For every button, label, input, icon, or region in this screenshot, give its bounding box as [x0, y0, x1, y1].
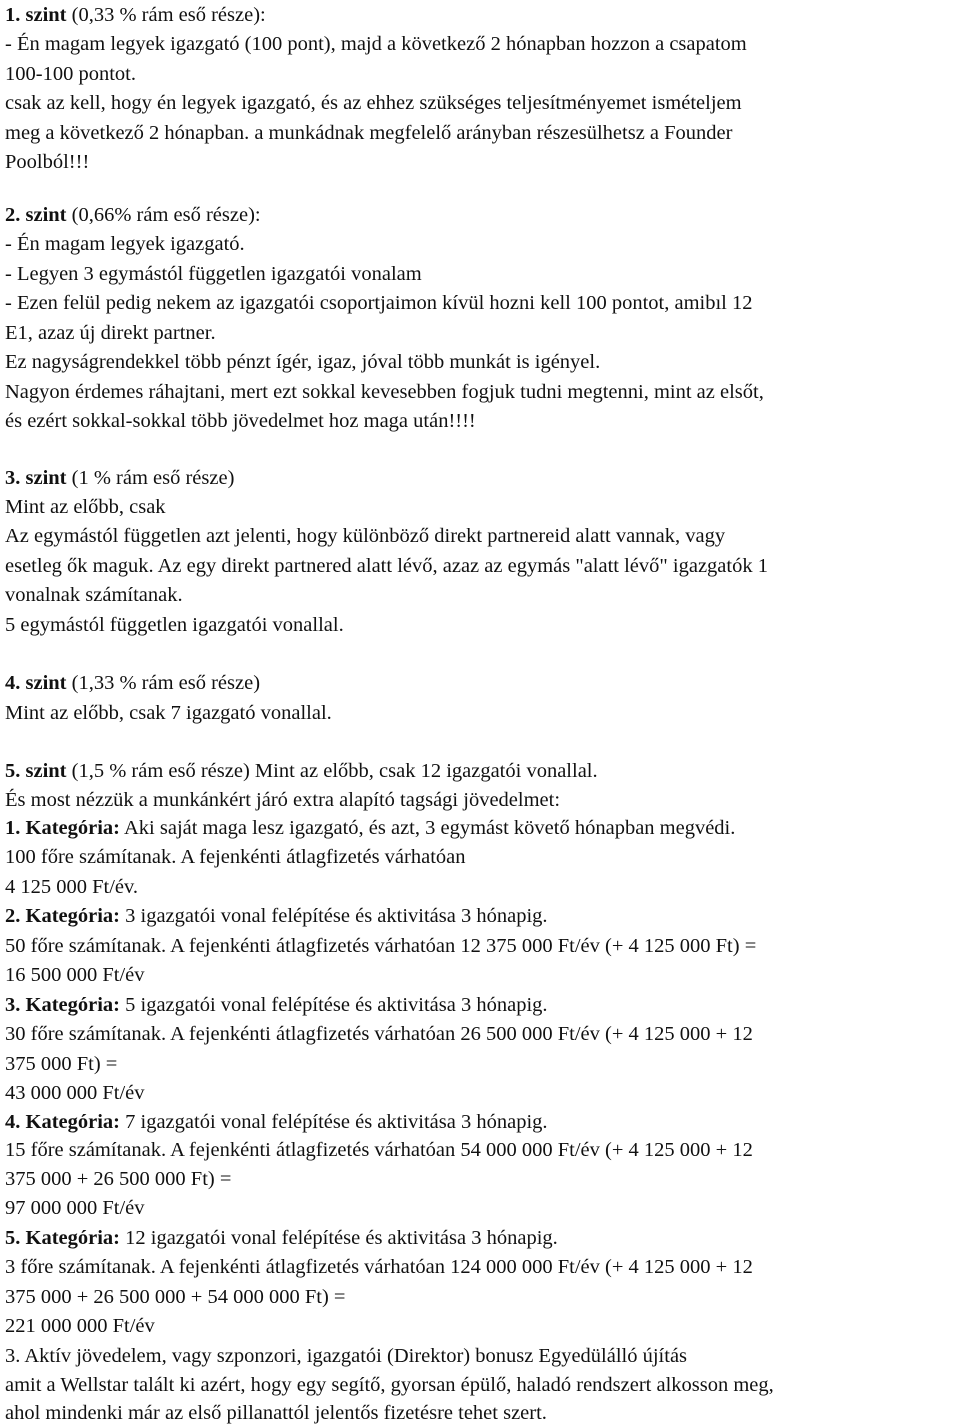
line-text: esetleg ők maguk. Az egy direkt partnered alatt lévő, azaz az egymás "alatt lévő" igazgatók 1	[5, 555, 768, 577]
bold-heading: 1. Kategória:	[5, 817, 120, 839]
line-text: 5 igazgatói vonal felépítése és aktivitása 3 hónapig.	[120, 994, 548, 1016]
line-text: - Én magam legyek igazgató (100 pont), majd a következő 2 hónapban hozzon a csapatom	[5, 33, 747, 55]
line-text: - Legyen 3 egymástól független igazgatói vonalam	[5, 263, 422, 285]
text-line	[5, 89, 960, 118]
line-text: Az egymástól független azt jelenti, hogy különböző direkt partnereid alatt vannak, vagy	[5, 525, 726, 547]
line-text: 221 000 000 Ft/év	[5, 1315, 155, 1337]
line-text: 30 főre számítanak. A fejenkénti átlagfizetés várhatóan 26 500 000 Ft/év (+ 4 125 000 + 12	[5, 1023, 753, 1045]
line-text: 15 főre számítanak. A fejenkénti átlagfizetés várhatóan 54 000 000 Ft/év (+ 4 125 000 + 12	[5, 1139, 753, 1161]
text-line	[5, 669, 960, 698]
text-line	[5, 201, 960, 230]
text-line	[5, 991, 960, 1020]
text-line	[5, 1020, 960, 1049]
line-text: Mint az előbb, csak	[5, 496, 166, 518]
line-text: 375 000 Ft) =	[5, 1053, 118, 1075]
line-text: 100-100 pontot.	[5, 63, 136, 85]
text-line	[5, 1283, 960, 1312]
text-line	[5, 1399, 960, 1428]
line-text: és ezért sokkal-sokkal több jövedelmet hoz maga után!!!!	[5, 410, 476, 432]
text-line	[5, 464, 960, 493]
line-text: Mint az előbb, csak 7 igazgató vonallal.	[5, 702, 332, 724]
bold-heading: 4. Kategória:	[5, 1111, 120, 1133]
line-text: 3 főre számítanak. A fejenkénti átlagfizetés várhatóan 124 000 000 Ft/év (+ 4 125 000 + 12	[5, 1256, 753, 1278]
text-line	[5, 1136, 960, 1165]
text-line	[5, 30, 960, 59]
line-text: (0,33 % rám eső része):	[66, 4, 266, 26]
line-text: 375 000 + 26 500 000 + 54 000 000 Ft) =	[5, 1286, 346, 1308]
line-text: Nagyon érdemes ráhajtani, mert ezt sokkal kevesebben fogjuk tudni megtenni, mint az elsőt,	[5, 381, 764, 403]
text-line	[5, 1, 960, 30]
bold-heading: 2. szint	[5, 204, 67, 226]
line-text: csak az kell, hogy én legyek igazgató, és az ehhez szükséges teljesítményemet ismételjem	[5, 92, 742, 114]
text-line	[5, 230, 960, 259]
line-text: 375 000 + 26 500 000 Ft) =	[5, 1168, 232, 1190]
line-text: (1,33 % rám eső része)	[66, 672, 261, 694]
line-text: ahol mindenki már az első pillanattól jelentős fizetésre tehet szert.	[5, 1402, 547, 1424]
line-text: (0,66% rám eső része):	[66, 204, 261, 226]
text-line	[5, 902, 960, 931]
text-line	[5, 1253, 960, 1282]
line-text: amit a Wellstar talált ki azért, hogy egy segítő, gyorsan épülő, haladó rendszert alkosson meg,	[5, 1374, 774, 1396]
text-line	[5, 60, 960, 89]
text-line	[5, 119, 960, 148]
text-line	[5, 1108, 960, 1137]
line-text: (1 % rám eső része)	[66, 467, 235, 489]
bold-heading: 5. Kategória:	[5, 1227, 120, 1249]
line-text: 3 igazgatói vonal felépítése és aktivitása 3 hónapig.	[120, 905, 548, 927]
line-text: 43 000 000 Ft/év	[5, 1082, 145, 1104]
line-text: 16 500 000 Ft/év	[5, 964, 145, 986]
line-text: 50 főre számítanak. A fejenkénti átlagfizetés várhatóan 12 375 000 Ft/év (+ 4 125 000 Ft) =	[5, 935, 757, 957]
text-line	[5, 757, 960, 786]
line-text: (1,5 % rám eső része) Mint az előbb, csak 12 igazgatói vonallal.	[66, 760, 598, 782]
text-line	[5, 1312, 960, 1341]
line-text: meg a következő 2 hónapban. a munkádnak megfelelő arányban részesülhetsz a Founder	[5, 122, 733, 144]
line-text: Ez nagyságrendekkel több pénzt ígér, igaz, jóval több munkát is igényel.	[5, 351, 601, 373]
line-text: 97 000 000 Ft/év	[5, 1197, 145, 1219]
line-text: - Ezen felül pedig nekem az igazgatói csoportjaimon kívül hozni kell 100 pontot, amibıl 12	[5, 292, 753, 314]
line-text: 12 igazgatói vonal felépítése és aktivitása 3 hónapig.	[120, 1227, 558, 1249]
text-line	[5, 873, 960, 902]
text-line	[5, 289, 960, 318]
bold-heading: 1. szint	[5, 4, 67, 26]
text-line	[5, 148, 960, 177]
text-line	[5, 1371, 960, 1400]
text-line	[5, 843, 960, 872]
line-text: E1, azaz új direkt partner.	[5, 322, 216, 344]
line-text: 7 igazgatói vonal felépítése és aktivitása 3 hónapig.	[120, 1111, 548, 1133]
bold-heading: 5. szint	[5, 760, 67, 782]
text-line	[5, 699, 960, 728]
text-line	[5, 1050, 960, 1079]
bold-heading: 2. Kategória:	[5, 905, 120, 927]
text-line	[5, 581, 960, 610]
bold-heading: 3. Kategória:	[5, 994, 120, 1016]
line-text: 3. Aktív jövedelem, vagy szponzori, igazgatói (Direktor) bonusz Egyedülálló újítás	[5, 1345, 688, 1367]
text-line	[5, 1342, 960, 1371]
text-line	[5, 552, 960, 581]
text-line	[5, 348, 960, 377]
text-line	[5, 1165, 960, 1194]
line-text: Poolból!!!	[5, 151, 90, 173]
text-line	[5, 378, 960, 407]
text-line	[5, 260, 960, 289]
text-line	[5, 786, 960, 815]
line-text: És most nézzük a munkánkért járó extra alapító tagsági jövedelmet:	[5, 789, 561, 811]
line-text: vonalnak számítanak.	[5, 584, 183, 606]
text-line	[5, 1194, 960, 1223]
text-line	[5, 407, 960, 436]
text-line	[5, 493, 960, 522]
text-line	[5, 611, 960, 640]
text-line	[5, 1224, 960, 1253]
line-text: 5 egymástól független igazgatói vonallal.	[5, 614, 344, 636]
line-text: 100 főre számítanak. A fejenkénti átlagfizetés várhatóan	[5, 846, 466, 868]
text-line	[5, 522, 960, 551]
bold-heading: 4. szint	[5, 672, 67, 694]
text-line	[5, 814, 960, 843]
line-text: Aki saját maga lesz igazgató, és azt, 3 egymást követő hónapban megvédi.	[120, 817, 736, 839]
bold-heading: 3. szint	[5, 467, 67, 489]
text-line	[5, 1079, 960, 1108]
line-text: 4 125 000 Ft/év.	[5, 876, 139, 898]
text-line	[5, 961, 960, 990]
text-line	[5, 319, 960, 348]
line-text: - Én magam legyek igazgató.	[5, 233, 245, 255]
text-line	[5, 932, 960, 961]
